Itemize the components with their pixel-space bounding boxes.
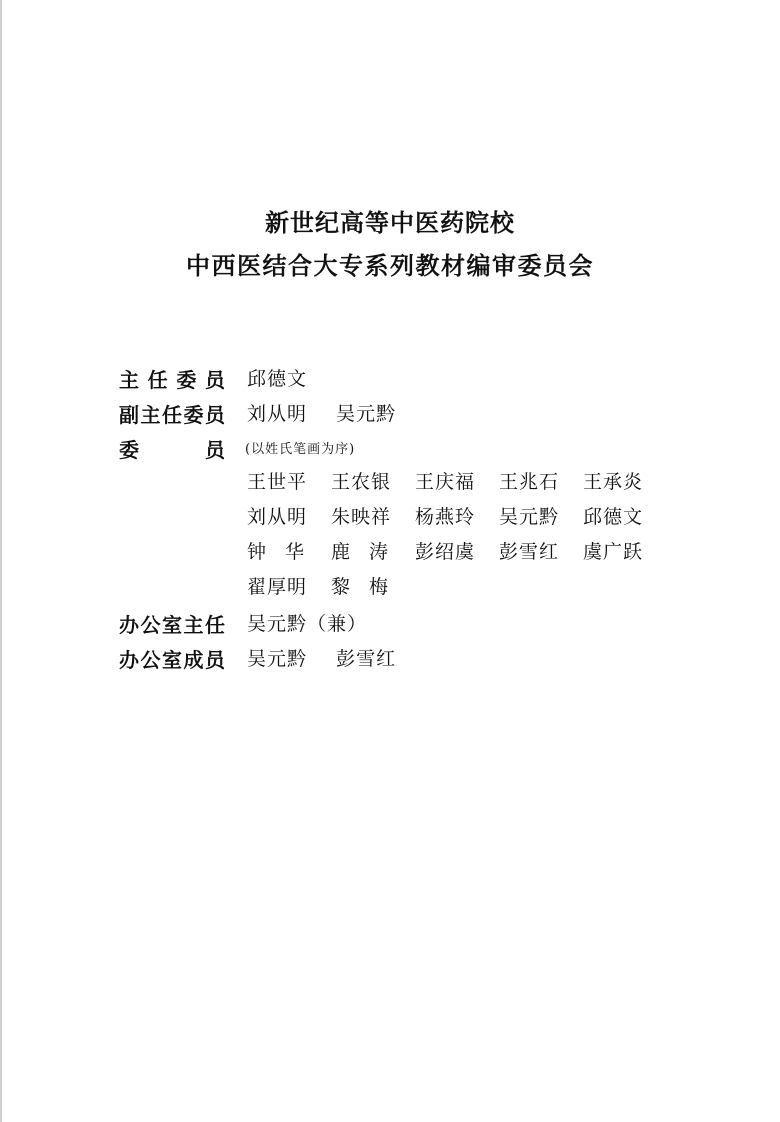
role-char: 任 [162, 403, 182, 427]
member-name: 王承炎 [583, 471, 644, 493]
member-name: 王世平 [247, 471, 308, 493]
member-name: 翟厚明 [247, 576, 308, 598]
office-director-name [247, 609, 389, 636]
member-name: 王农银 [331, 471, 392, 493]
name: 彭雪红 [336, 648, 397, 670]
role-char: 员 [205, 438, 225, 462]
member-name: 彭绍虞 [415, 541, 476, 563]
role-char: 室 [162, 648, 182, 672]
member-name [247, 537, 305, 572]
role-vice-chair [119, 399, 225, 428]
page-edge [0, 0, 2, 1122]
member-name: 彭雪红 [499, 541, 560, 563]
member-name-char: 涛 [368, 541, 389, 563]
member-name: 杨燕玲 [415, 506, 476, 528]
role-members [119, 434, 225, 463]
role-char: 副 [119, 403, 139, 427]
role-char: 任 [147, 368, 168, 392]
role-office-members [119, 644, 225, 673]
member-name: 虞广跃 [583, 541, 644, 563]
member-name: 王庆福 [415, 471, 476, 493]
member-name-char: 黎 [331, 576, 352, 598]
office-members-names [247, 644, 418, 671]
role-char: 员 [205, 403, 225, 427]
role-char: 主 [183, 613, 204, 637]
role-char: 委 [176, 368, 197, 392]
title-line-1: 新世纪高等中医药院校 [265, 209, 515, 237]
member-name [331, 572, 389, 607]
member-name-char: 鹿 [331, 541, 352, 563]
member-name-char: 华 [284, 541, 305, 563]
role-char: 公 [140, 648, 161, 672]
member-name: 邱德文 [583, 506, 644, 528]
role-chair [119, 364, 225, 393]
role-char: 公 [140, 613, 161, 637]
role-char: 员 [205, 648, 225, 672]
role-char: 委 [119, 438, 139, 462]
member-name-char: 梅 [368, 576, 389, 598]
member-name: 刘从明 [247, 506, 308, 528]
role-char: 办 [119, 613, 139, 637]
name: 刘从明 [247, 403, 308, 425]
role-char: 委 [183, 403, 204, 427]
role-char: 任 [205, 613, 225, 637]
title-line-2: 中西医结合大专系列教材编审委员会 [186, 252, 594, 280]
role-char: 成 [183, 648, 204, 672]
role-char: 主 [140, 403, 161, 427]
name: 吴元黔（兼） [247, 613, 368, 635]
role-char: 办 [119, 648, 139, 672]
role-office-director [119, 609, 225, 638]
role-char: 主 [119, 368, 139, 392]
member-name-char: 钟 [247, 541, 268, 563]
members-grid [247, 467, 667, 607]
name: 吴元黔 [247, 648, 308, 670]
role-char: 员 [204, 368, 225, 392]
members-order-note: (以姓氏笔画为序) [245, 442, 356, 457]
role-char: 室 [162, 613, 182, 637]
member-name [331, 537, 389, 572]
vice-chair-names [247, 399, 418, 426]
chair-names [247, 364, 329, 391]
member-name: 吴元黔 [499, 506, 560, 528]
name: 吴元黔 [336, 403, 397, 425]
member-name: 王兆石 [499, 471, 560, 493]
name: 邱德文 [247, 368, 308, 390]
member-name: 朱映祥 [331, 506, 392, 528]
